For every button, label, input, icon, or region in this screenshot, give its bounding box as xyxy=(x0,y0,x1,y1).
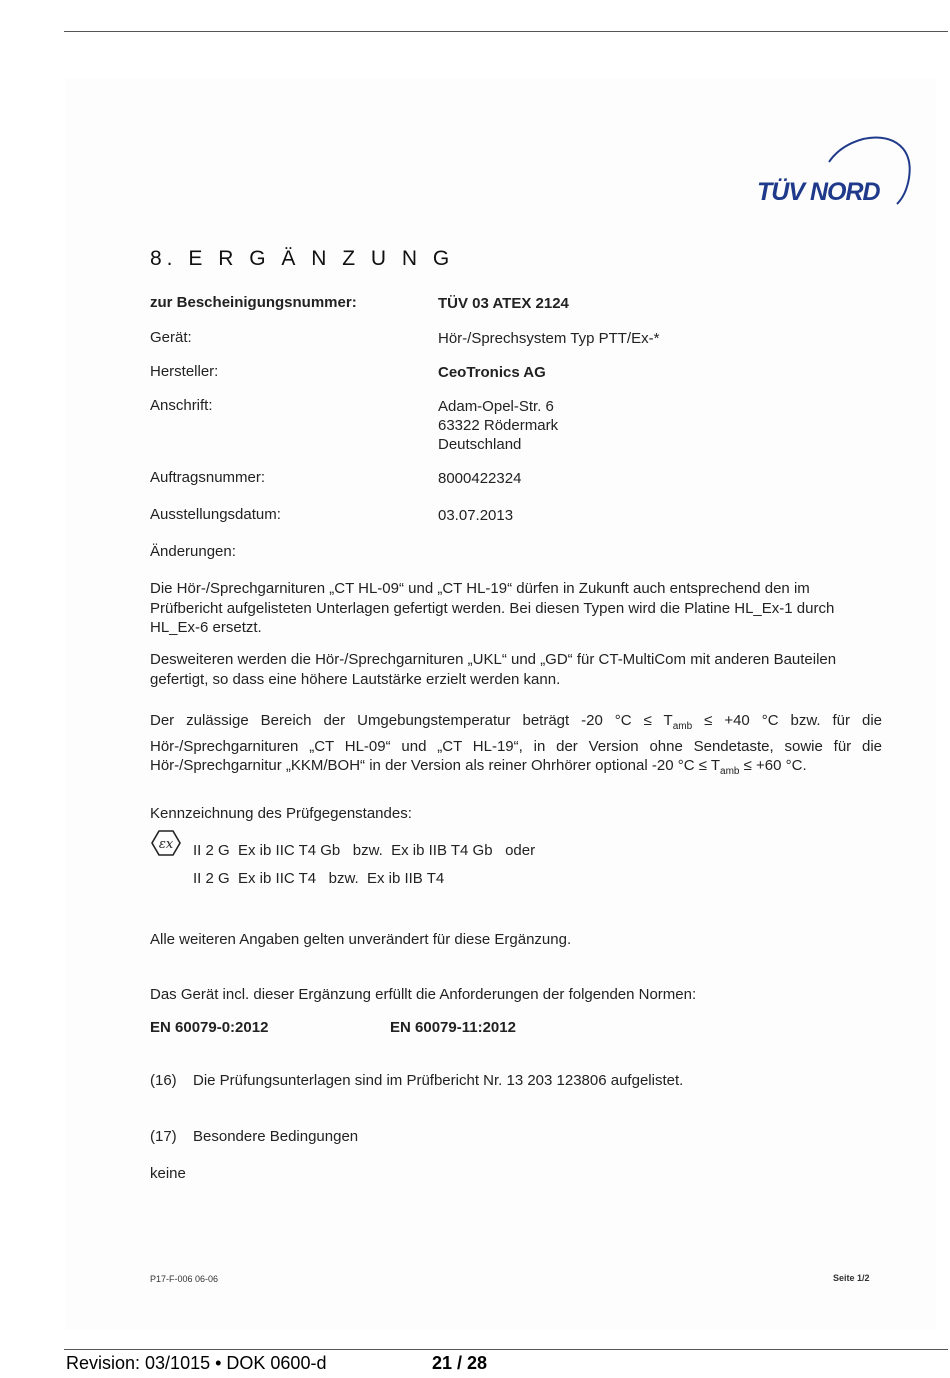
ex-hexagon-icon xyxy=(150,829,182,857)
top-rule xyxy=(64,31,948,32)
address-street: Adam-Opel-Str. 6 xyxy=(438,398,554,415)
address-city: 63322 Rödermark xyxy=(438,417,559,434)
item-16-number: (16) xyxy=(150,1072,177,1089)
certificate-label: zur Bescheinigungsnummer: xyxy=(150,294,357,311)
standards-intro: Das Gerät incl. dieser Ergänzung erfüllt die Anforderungen der folgenden Normen: xyxy=(150,986,697,1003)
footer-revision: Revision: 03/1015 • DOK 0600-d xyxy=(66,1353,327,1373)
marking-label: Kennzeichnung des Prüfgegenstandes: xyxy=(150,805,412,822)
temperature-paragraph xyxy=(150,711,882,782)
document-heading: 8. E R G Ä N Z U N G xyxy=(150,247,455,270)
address-value xyxy=(438,397,558,454)
device-label: Gerät: xyxy=(150,329,192,346)
page-mark: Seite 1/2 xyxy=(833,1273,870,1283)
address-country: Deutschland xyxy=(438,436,522,453)
temperature-sub-1: amb xyxy=(672,721,693,732)
temperature-text-a: Der zulässige Bereich der Umgebungstemperatur beträgt -20 °C ≤ T xyxy=(150,712,673,729)
manufacturer-value: CeoTronics AG xyxy=(438,364,546,381)
marking-line-2: II 2 G Ex ib IIC T4 bzw. Ex ib IIB T4 xyxy=(193,870,445,887)
order-number-value: 8000422324 xyxy=(438,470,522,487)
temperature-sub-2: amb xyxy=(720,766,740,777)
item-16-text: Die Prüfungsunterlagen sind im Prüfbericht Nr. 13 203 123806 aufgelistet. xyxy=(193,1072,684,1089)
tuv-nord-logo xyxy=(757,128,917,218)
bottom-rule xyxy=(64,1349,948,1350)
svg-text:εx: εx xyxy=(158,837,174,852)
logo-text: TÜV NORD xyxy=(757,178,880,206)
form-code: P17-F-006 06-06 xyxy=(150,1274,219,1284)
unchanged-statement: Alle weiteren Angaben gelten unverändert für diese Ergänzung. xyxy=(150,931,572,948)
certificate-number: TÜV 03 ATEX 2124 xyxy=(438,295,569,312)
special-conditions-value: keine xyxy=(150,1165,186,1182)
issue-date-value: 03.07.2013 xyxy=(438,507,514,524)
change-paragraph-2: Desweiteren werden die Hör-/Sprechgarnituren „UKL“ und „GD“ für CT-MultiCom mit anderen Bauteilen gefertigt, so dass eine höhere Lautstärke erzielt werden kann. xyxy=(150,651,837,688)
manufacturer-label: Hersteller: xyxy=(150,363,219,380)
standard-en60079-11: EN 60079-11:2012 xyxy=(390,1019,516,1036)
address-label: Anschrift: xyxy=(150,397,213,414)
marking-line-1: II 2 G Ex ib IIC T4 Gb bzw. Ex ib IIB T4 Gb oder xyxy=(193,842,536,859)
issue-date-label: Ausstellungsdatum: xyxy=(150,506,281,523)
item-17-number: (17) xyxy=(150,1128,177,1145)
change-paragraph-1: Die Hör-/Sprechgarnituren „CT HL-09“ und „CT HL-19“ dürfen in Zukunft auch entsprechend den im Prüfbericht aufgelisteten Unterlagen gefertigt werden. Bei diesen Typen wird die Platine HL_Ex-1 durch HL_Ex-6 ersetzt. xyxy=(150,580,835,636)
footer-page-number: 21 / 28 xyxy=(432,1353,488,1373)
item-17-text: Besondere Bedingungen xyxy=(193,1128,359,1145)
changes-label: Änderungen: xyxy=(150,543,236,560)
order-number-label: Auftragsnummer: xyxy=(150,469,266,486)
device-value: Hör-/Sprechsystem Typ PTT/Ex-* xyxy=(438,330,660,347)
standard-en60079-0: EN 60079-0:2012 xyxy=(150,1019,269,1036)
temperature-text-c: ≤ +60 °C. xyxy=(739,757,807,774)
temperature-text-b: ≤ +40 °C bzw. für die Hör-/Sprechgarnituren „CT HL-09“ und „CT HL-19“, in der Version ohne Sendetaste, sowie für die Hör-/Sprechgarnitur „KKM/BOH“ in der Version als reiner Ohrhörer optional -20 °C ≤ T xyxy=(150,712,882,774)
